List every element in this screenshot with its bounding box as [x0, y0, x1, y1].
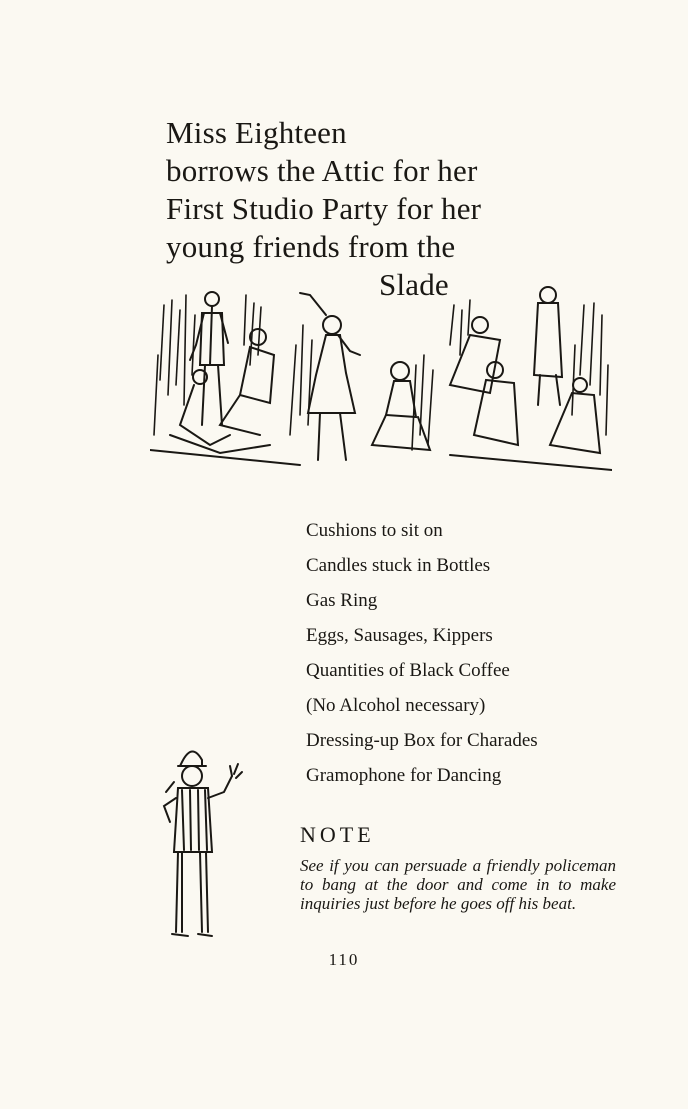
list-item: Gas Ring [306, 590, 378, 611]
list-item: (No Alcohol necessary) [306, 695, 486, 716]
studio-party-illustration [150, 285, 612, 480]
note-heading: NOTE [300, 822, 375, 847]
list-item: Cushions to sit on [306, 520, 443, 541]
list-item: Eggs, Sausages, Kippers [306, 625, 493, 646]
page-number: 110 [328, 950, 360, 969]
title-line: First Studio Party for her [166, 191, 482, 226]
party-supplies-list [306, 517, 538, 797]
title-line: young friends from the [166, 229, 456, 264]
list-item: Dressing-up Box for Charades [306, 730, 538, 751]
title-line: Miss Eighteen [166, 115, 347, 150]
policeman-illustration [152, 742, 252, 944]
page-title [166, 114, 566, 304]
title-line: Slade [379, 267, 449, 302]
list-item: Candles stuck in Bottles [306, 555, 491, 576]
list-item: Gramophone for Dancing [306, 765, 502, 786]
title-line: borrows the Attic for her [166, 153, 478, 188]
note-body: See if you can persuade a friendly policeman to bang at the door and come in to make inquiries just before he goes off his beat. [300, 856, 616, 913]
list-item: Quantities of Black Coffee [306, 660, 510, 681]
